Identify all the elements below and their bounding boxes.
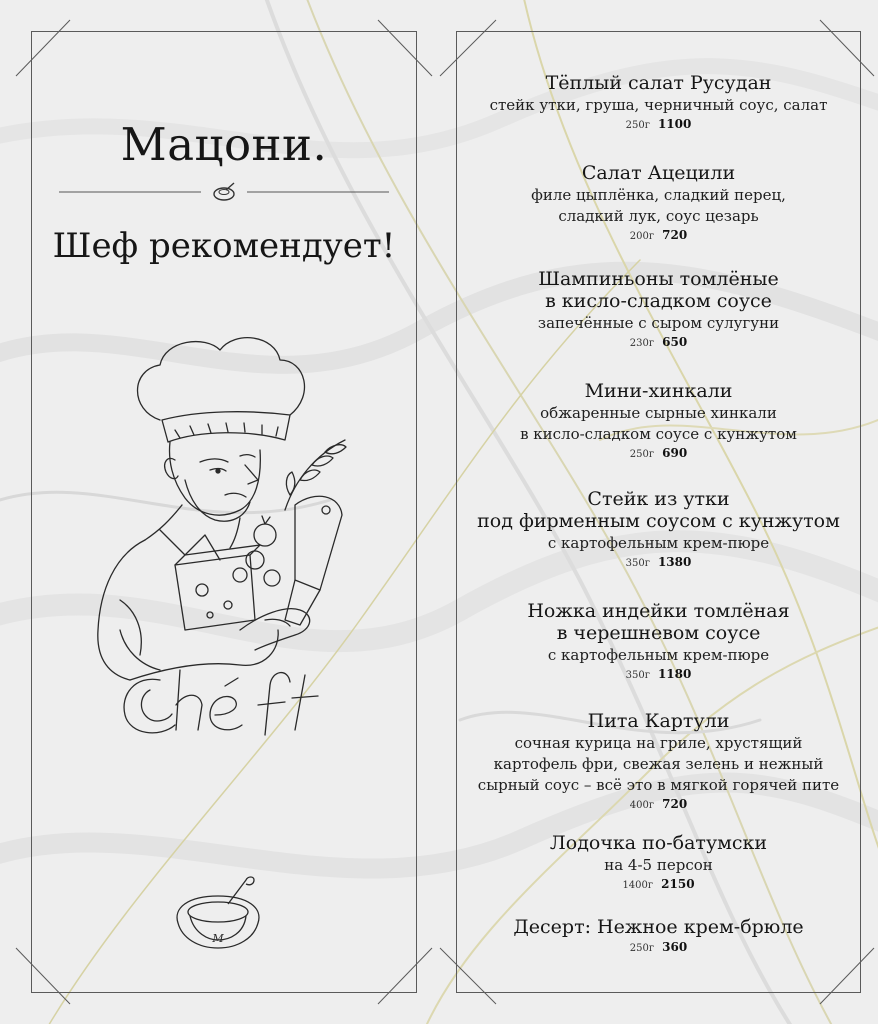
menu-item-price: 1180 xyxy=(657,667,692,681)
menu-item-weight: 200г xyxy=(629,231,655,242)
menu-item xyxy=(456,600,861,684)
menu-item-name: Ножка индейки томлёная xyxy=(527,600,790,622)
menu-item-weight: 350г xyxy=(625,558,650,569)
menu-item-weight: 250г xyxy=(629,449,655,460)
menu-item-description: с картофельным крем-пюре xyxy=(547,646,770,664)
menu-item-meta xyxy=(456,445,861,463)
menu-item-description: филе цыплёнка, сладкий перец, xyxy=(531,186,786,204)
menu-item-description: стейк утки, груша, черничный соус, салат xyxy=(489,96,828,114)
menu-item-name: Десерт: Нежное крем-брюле xyxy=(513,916,804,938)
menu-item xyxy=(456,380,861,463)
menu-item xyxy=(456,916,861,957)
menu-item-price: 690 xyxy=(662,446,688,460)
brand-emblem-icon xyxy=(168,868,268,958)
menu-item-meta xyxy=(456,554,861,572)
menu-item-description: в кисло-сладком соусе с кунжутом xyxy=(520,425,797,443)
menu-item-price: 1380 xyxy=(657,555,692,569)
menu-item-name: Стейк из утки xyxy=(587,488,730,510)
menu-item-description: картофель фри, свежая зелень и нежный xyxy=(493,755,824,773)
menu-item xyxy=(456,488,861,572)
menu-item-description: запечённые с сыром сулугуни xyxy=(537,314,780,332)
menu-item-meta xyxy=(456,116,861,134)
menu-item-price: 650 xyxy=(662,335,688,349)
menu-item-price: 720 xyxy=(662,228,688,242)
chef-recommends-heading: Шеф рекомендует! xyxy=(52,226,396,266)
emblem-letter: М xyxy=(212,932,224,945)
ornament-divider xyxy=(31,180,417,210)
brand-title: Мацони. xyxy=(120,118,328,171)
menu-item-price: 2150 xyxy=(661,877,695,891)
menu-item-weight: 400г xyxy=(629,800,655,811)
menu-item-description: сырный соус – всё это в мягкой горячей пите xyxy=(477,776,840,794)
menu-item-description: сочная курица на гриле, хрустящий xyxy=(514,734,803,752)
menu-item xyxy=(456,162,861,245)
menu-item-description: на 4-5 персон xyxy=(604,856,713,874)
menu-item-name: Лодочка по-батумски xyxy=(549,832,768,854)
menu-item xyxy=(456,710,861,814)
menu-item-meta xyxy=(456,876,861,894)
menu-item-meta xyxy=(456,939,861,957)
menu-item-description: с картофельным крем-пюре xyxy=(547,534,770,552)
menu-item-weight: 250г xyxy=(625,120,650,131)
menu-item xyxy=(456,832,861,894)
menu-item-name: Салат Ацецили xyxy=(581,162,736,184)
menu-item-description: обжаренные сырные хинкали xyxy=(540,404,777,422)
menu-item-name: Пита Картули xyxy=(587,710,730,732)
menu-item-meta xyxy=(456,796,861,814)
menu-item-meta xyxy=(456,666,861,684)
menu-item-name: в кисло-сладком соусе xyxy=(545,290,772,312)
menu-item-name: Мини-хинкали xyxy=(584,380,733,402)
menu-item-weight: 350г xyxy=(625,670,650,681)
menu-item-meta xyxy=(456,334,861,352)
menu-item-description: сладкий лук, соус цезарь xyxy=(558,207,759,225)
menu-item-name: Шампиньоны томлёные xyxy=(538,268,779,290)
menu-item-weight: 1400г xyxy=(622,880,654,891)
menu-item-name: под фирменным соусом с кунжутом xyxy=(477,510,840,532)
menu-item-meta xyxy=(456,227,861,245)
menu-item-price: 1100 xyxy=(657,117,692,131)
menu-item xyxy=(456,72,861,134)
menu-item-name: Тёплый салат Русудан xyxy=(545,72,772,94)
menu-item-price: 360 xyxy=(662,940,688,954)
menu-item-name: в черешневом соусе xyxy=(556,622,761,644)
menu-item-weight: 230г xyxy=(629,338,655,349)
chef-illustration xyxy=(90,330,380,750)
menu-item-weight: 250г xyxy=(629,943,655,954)
menu-item xyxy=(456,268,861,352)
menu-item-price: 720 xyxy=(662,797,688,811)
